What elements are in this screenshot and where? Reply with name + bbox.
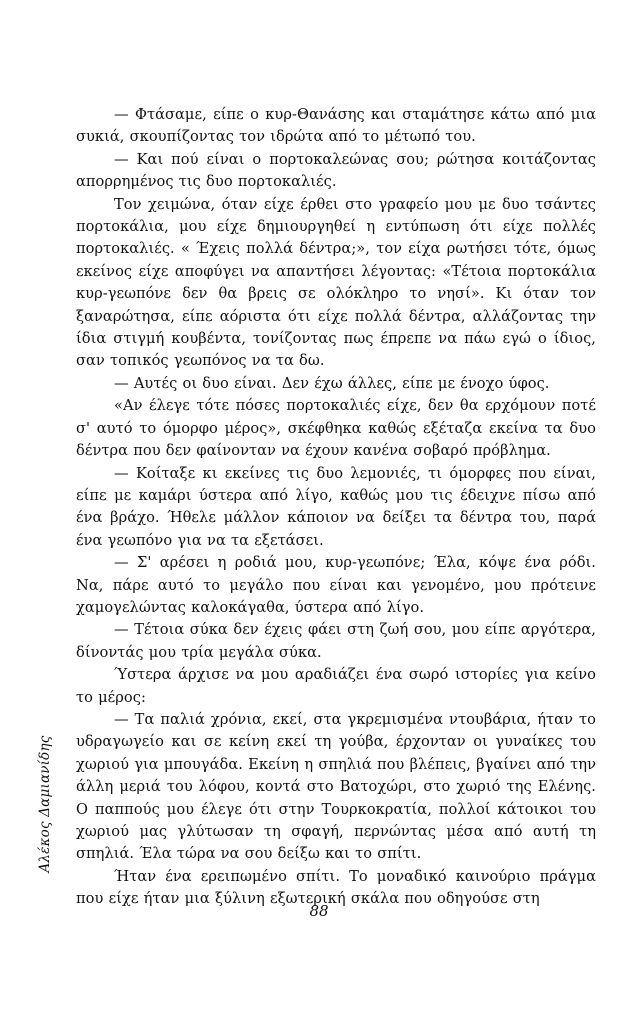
running-head-author: Αλέκος Δαμιανίδης: [37, 735, 53, 873]
paragraph: — Τέτοια σύκα δεν έχεις φάει στη ζωή σου, μου είπε αργότερα, δίνοντάς μου τρία μεγάλα σύκα.: [76, 621, 596, 661]
paragraph: Ήταν ένα ερειπωμένο σπίτι. Το μοναδικό καινούριο πράγμα που είχε ήταν μια ξύλινη εξωτερική σκάλα που οδηγούσε στη: [76, 867, 596, 908]
body-text: [76, 104, 596, 911]
paragraph: Τον χειμώνα, όταν είχε έρθει στο γραφείο μου με δυο τσάντες πορτοκάλια, μου είχε δημιουργηθεί η εντύπωση ότι είχε πολλές πορτοκαλιές. « Έχεις πολλά δέντρα;», τον είχα ρωτήσει τότε, όμως εκείνος είχε αποφύγει να απαντήσει λέγοντας: «Τέτοια πορτοκάλια κυρ-γεωπόνε δεν θα βρεις σε ολόκληρο το νησί». Κι όταν τον ξαναρώτησα, είπε αόριστα ότι είχε πολλά δέντρα, αλλάζοντας την ίδια στιγμή κουβέντα, τονίζοντας πως έπρεπε να πάω εγώ ο ίδιος, σαν τοπικός γεωπόνος να τα δω.: [76, 195, 596, 370]
paragraph: — Τα παλιά χρόνια, εκεί, στα γκρεμισμένα ντουβάρια, ήταν το υδραγωγείο και σε κείνη εκεί τη γούβα, έρχονταν οι γυναίκες του χωριού για μπουγάδα. Εκείνη η σπηλιά που βλέπεις, βγαίνει από την άλλη μεριά του λόφου, κοντά στο Βατοχώρι, στο χωριό της Ελένης. Ο παππούς μου έλεγε ότι στην Τουρκοκρατία, πολλοί κάτοικοι του χωριού μας γλύτωσαν τη σφαγή, περνώντας μέσα από αυτή τη σπηλιά. Έλα τώρα να σου δείξω και το σπίτι.: [76, 710, 596, 863]
paragraph: «Αν έλεγε τότε πόσες πορτοκαλιές είχε, δεν θα ερχόμουν ποτέ σ' αυτό το όμορφο μέρος», σκέφθηκα καθώς εξέταζα εκείνα τα δυο δέντρα που δεν φαίνονταν να έχουν κανένα σοβαρό πρόβλημα.: [76, 397, 596, 460]
paragraph: — Σ' αρέσει η ροδιά μου, κυρ-γεωπόνε; Έλα, κόψε ένα ρόδι. Να, πάρε αυτό το μεγάλο που είναι και γενομένο, μου πρότεινε χαμογελώντας καλοκάγαθα, ύστερα από λίγο.: [76, 554, 596, 616]
page-number: 88: [309, 902, 329, 920]
paragraph: — Κοίταξε κι εκείνες τις δυο λεμονιές, τι όμορφες που είναι, είπε με καμάρι ύστερα από λίγο, καθώς μου τις έδειχνε πίσω από ένα βράχο. Ήθελε μάλλον κάποιον να δείξει τα δέντρα του, παρά ένα γεωπόνο για να τα εξετάσει.: [76, 464, 596, 549]
paragraph: — Και πού είναι ο πορτοκαλεώνας σου; ρώτησα κοιτάζοντας απορρημένος τις δυο πορτοκαλιές.: [76, 150, 596, 191]
paragraph: — Φτάσαμε, είπε ο κυρ-Θανάσης και σταμάτησε κάτω από μια συκιά, σκουπίζοντας τον ιδρώτα από το μέτωπό του.: [76, 106, 596, 146]
paragraph: — Αυτές οι δυο είναι. Δεν έχω άλλες, είπε με ένοχο ύφος.: [114, 374, 550, 392]
paragraph: Ύστερα άρχισε να μου αραδιάζει ένα σωρό ιστορίες για κείνο το μέρος:: [76, 666, 596, 706]
